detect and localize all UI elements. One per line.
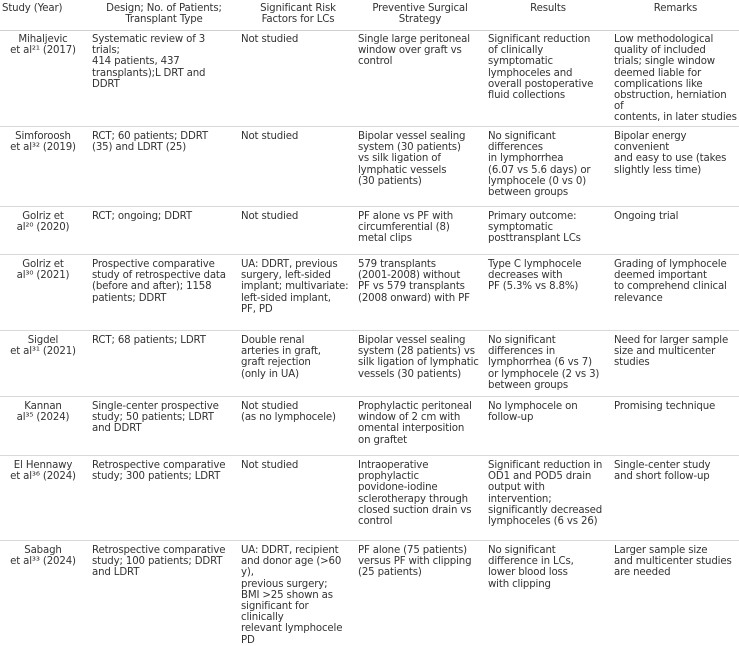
cell-remarks: Promising technique — [614, 401, 716, 412]
cell-risk: Double renal arteries in graft, graft rejection (only in UA) — [241, 335, 321, 380]
cell-study: Golriz et al²⁰ (2020) — [16, 211, 70, 234]
cell-remarks: Single-center study and short follow-up — [614, 460, 711, 483]
cell-design: RCT; ongoing; DDRT — [92, 211, 192, 222]
cell-risk: Not studied — [241, 211, 299, 222]
cell-strategy: Bipolar vessel sealing system (28 patients) vs silk ligation of lymphatic vessels (30 patients) — [358, 335, 479, 380]
table-row — [0, 397, 739, 455]
cell-risk: UA: DDRT, previous surgery, left-sided implant; multivariate: left-sided implant, PF, PD — [241, 259, 349, 315]
cell-remarks: Ongoing trial — [614, 211, 679, 222]
table-row — [0, 331, 739, 396]
cell-results: No significant differences in lymphorrhea (6 vs 7) or lymphocele (2 vs 3) between groups — [488, 335, 600, 391]
cell-remarks: Low methodological quality of included trials; single window deemed liable for complications like obstruction, herniation of contents, in later studies — [614, 34, 737, 124]
cell-results: Type C lymphocele decreases with PF (5.3% vs 8.8%) — [488, 259, 582, 293]
cell-design: Retrospective comparative study; 100 patients; DDRT and LDRT — [92, 545, 226, 579]
cell-study: Sabagh et al³³ (2024) — [10, 545, 76, 568]
cell-results: No significant differences in lymphorrhea (6.07 vs 5.6 days) or lymphocele (0 vs 0) between groups — [488, 131, 591, 199]
cell-risk: Not studied — [241, 460, 299, 471]
cell-remarks: Bipolar energy convenient and easy to use (takes slightly less time) — [614, 131, 727, 176]
cell-results: Significant reduction in OD1 and POD5 drain output with intervention; significantly decreased lymphoceles (6 vs 26) — [488, 460, 603, 528]
cell-remarks: Grading of lymphocele deemed important to comprehend clinical relevance — [614, 259, 727, 304]
table-row — [0, 30, 739, 124]
cell-strategy: PF alone vs PF with circumferential (8) metal clips — [358, 211, 454, 245]
cell-results: Primary outcome: symptomatic posttransplant LCs — [488, 211, 581, 245]
cell-design: RCT; 60 patients; DDRT (35) and LDRT (25) — [92, 131, 208, 154]
cell-strategy: 579 transplants (2001-2008) without PF vs 579 transplants (2008 onward) with PF — [358, 259, 470, 304]
cell-strategy: Bipolar vessel sealing system (30 patients) vs silk ligation of lymphatic vessels (30 patients) — [358, 131, 466, 187]
header-study: Study (Year) — [2, 3, 63, 14]
cell-results: No significant difference in LCs, lower blood loss with clipping — [488, 545, 574, 590]
cell-remarks: Larger sample size and multicenter studies are needed — [614, 545, 732, 579]
cell-results: Significant reduction of clinically symptomatic lymphoceles and overall postoperative fluid collections — [488, 34, 594, 102]
cell-design: RCT; 68 patients; LDRT — [92, 335, 206, 346]
header-results: Results — [530, 3, 566, 14]
cell-remarks: Need for larger sample size and multicenter studies — [614, 335, 729, 369]
cell-study: Simforoosh et al³² (2019) — [10, 131, 76, 154]
cell-study: Sigdel et al³¹ (2021) — [10, 335, 76, 358]
table-row — [0, 456, 739, 540]
cell-strategy: Single large peritoneal window over graft vs control — [358, 34, 470, 68]
cell-strategy: Intraoperative prophylactic povidone-iodine sclerotherapy through closed suction drain vs control — [358, 460, 472, 528]
table-row — [0, 207, 739, 254]
cell-design: Systematic review of 3 trials; 414 patients, 437 transplants);L DRT and DDRT — [92, 34, 206, 90]
cell-risk: Not studied (as no lymphocele) — [241, 401, 336, 424]
cell-risk: Not studied — [241, 131, 299, 142]
cell-results: No lymphocele on follow-up — [488, 401, 578, 424]
cell-study: Golriz et al³⁰ (2021) — [16, 259, 70, 282]
table-row — [0, 541, 739, 646]
header-strategy: Preventive Surgical Strategy — [372, 3, 468, 26]
cell-strategy: PF alone (75 patients) versus PF with clipping (25 patients) — [358, 545, 472, 579]
cell-study: Mihaljevic et al²¹ (2017) — [10, 34, 76, 57]
cell-risk: UA: DDRT, recipient and donor age (>60 y), previous surgery; BMI >25 shown as significant for clinically relevant lymphocele PD — [241, 545, 343, 646]
table-row — [0, 255, 739, 330]
cell-risk: Not studied — [241, 34, 299, 45]
header-design: Design; No. of Patients; Transplant Type — [106, 3, 222, 26]
cell-study: Kannan al³⁵ (2024) — [16, 401, 70, 424]
cell-design: Prospective comparative study of retrospective data (before and after); 1158 patients; DDRT — [92, 259, 226, 304]
cell-study: El Hennawy et al³⁶ (2024) — [10, 460, 76, 483]
cell-design: Single-center prospective study; 50 patients; LDRT and DDRT — [92, 401, 219, 435]
cell-strategy: Prophylactic peritoneal window of 2 cm with omental interposition on graftet — [358, 401, 472, 446]
header-risk-factors: Significant Risk Factors for LCs — [260, 3, 336, 26]
cell-design: Retrospective comparative study; 300 patients; LDRT — [92, 460, 226, 483]
header-remarks: Remarks — [653, 3, 698, 14]
table-row — [0, 127, 739, 205]
table-header-row — [0, 0, 739, 31]
